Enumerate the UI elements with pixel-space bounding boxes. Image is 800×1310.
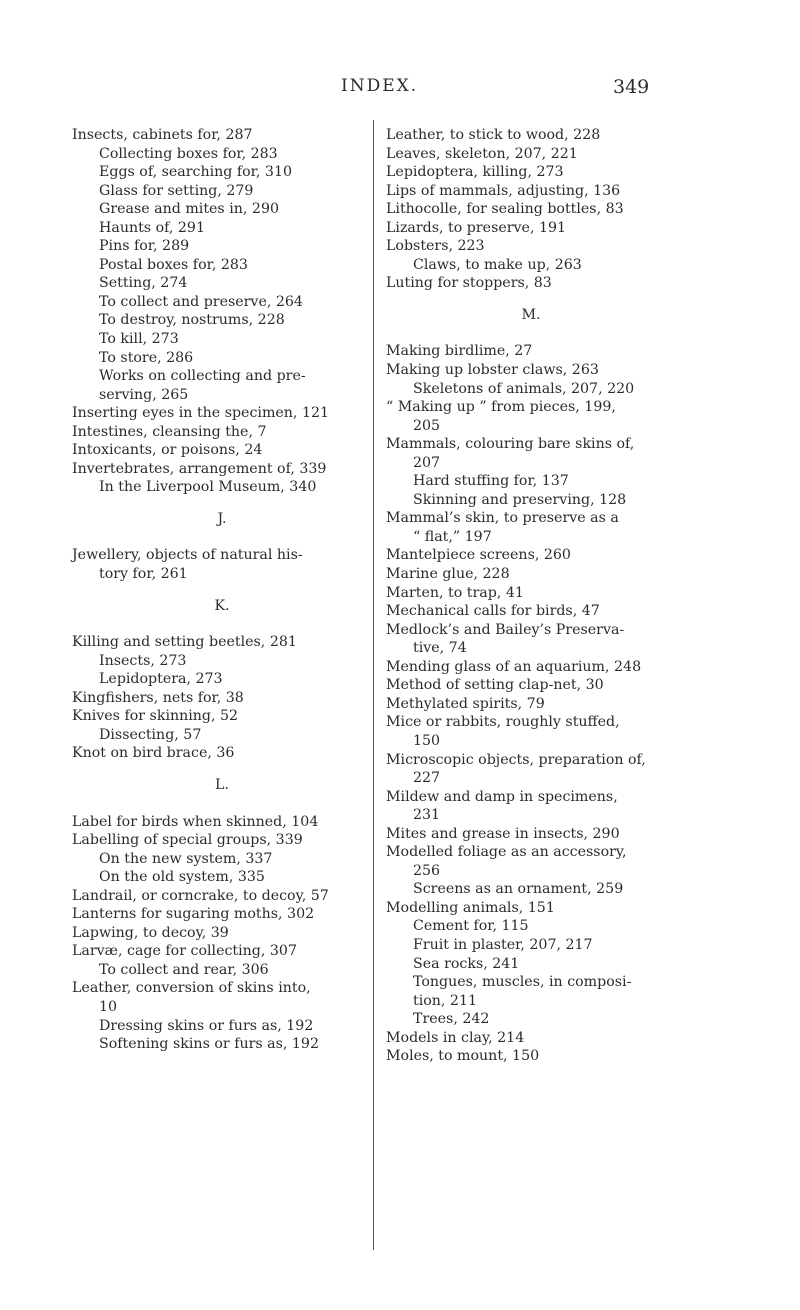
index-entry-continuation: tive, 74 [413,640,467,657]
index-subentry: On the old system, 335 [99,869,265,886]
index-subentry: Grease and mites in, 290 [99,201,279,218]
index-entry: Mantelpiece screens, 260 [386,547,571,564]
index-subentry: Insects, 273 [99,652,187,669]
index-subentry: Lepidoptera, 273 [99,671,223,688]
index-entry: Mammals, colouring bare skins of, [386,436,635,453]
index-subentry: Glass for setting, 279 [99,182,254,199]
index-subentry: Sea rocks, 241 [413,955,520,972]
index-subentry: To destroy, nostrums, 228 [99,312,285,329]
index-entry-continuation: 231 [413,807,441,824]
page-number: 349 [613,76,650,98]
index-subentry: Softening skins or furs as, 192 [99,1036,319,1053]
index-column-left [72,126,372,1054]
index-entry: Modelling animals, 151 [386,899,555,916]
index-entry-continuation: “ flat,” 197 [413,528,492,545]
index-entry: Method of setting clap-net, 30 [386,677,604,694]
index-entry: Lizards, to preserve, 191 [386,219,567,236]
index-entry: Models in clay, 214 [386,1029,525,1046]
index-entry-continuation: 150 [413,732,441,749]
index-subentry: Collecting boxes for, 283 [99,145,278,162]
index-entry: Lanterns for sugaring moths, 302 [72,906,315,923]
index-entry-continuation: 227 [413,770,441,787]
index-entry-continuation: tion, 211 [413,992,478,1009]
index-subentry: To collect and preserve, 264 [99,293,303,310]
index-entry: Lithocolle, for sealing bottles, 83 [386,201,624,218]
index-entry: Mildew and damp in specimens, [386,788,618,805]
index-entry: Modelled foliage as an accessory, [386,844,627,861]
index-entry: Labelling of special groups, 339 [72,832,303,849]
index-entry-continuation: 205 [413,417,441,434]
index-entry: Larvæ, cage for collecting, 307 [72,943,297,960]
index-subentry: Claws, to make up, 263 [413,256,582,273]
index-entry: Making birdlime, 27 [386,343,533,360]
index-entry: Killing and setting beetles, 281 [72,634,297,651]
index-entry: Landrail, or corncrake, to decoy, 57 [72,887,329,904]
running-title: INDEX. [341,76,419,96]
index-subentry: Tongues, muscles, in composi- [413,974,632,991]
index-entry: Intestines, cleansing the, 7 [72,423,267,440]
index-entry-continuation: tory for, 261 [99,566,188,583]
index-subentry: Hard stuffing for, 137 [413,473,569,490]
index-entry: Mites and grease in insects, 290 [386,825,620,842]
section-letter: K. [214,597,230,614]
index-entry: Label for birds when skinned, 104 [72,813,319,830]
index-entry: Mammal’s skin, to preserve as a [386,510,619,527]
index-entry: Methylated spirits, 79 [386,695,545,712]
index-subentry: Fruit in plaster, 207, 217 [413,936,593,953]
index-entry: Mice or rabbits, roughly stuffed, [386,714,620,731]
index-subentry: Screens as an ornament, 259 [413,881,624,898]
index-subentry: Skinning and preserving, 128 [413,491,627,508]
index-entry: Marine glue, 228 [386,566,510,583]
index-subentry: Postal boxes for, 283 [99,256,248,273]
index-subentry: Dissecting, 57 [99,726,202,743]
page-header [0,76,800,106]
index-entry: Marten, to trap, 41 [386,584,524,601]
index-entry: Knot on bird brace, 36 [72,745,235,762]
column-divider [373,120,374,1250]
index-column-right [386,126,676,1066]
index-entry: Jewellery, objects of natural his- [72,547,303,564]
index-subentry: On the new system, 337 [99,850,273,867]
section-letter: L. [215,776,229,793]
index-entry-continuation: 10 [99,998,118,1015]
index-entry: Moles, to mount, 150 [386,1048,540,1065]
index-entry: Leather, conversion of skins into, [72,980,311,997]
index-subentry: In the Liverpool Museum, 340 [99,479,317,496]
index-subentry: Works on collecting and pre- [99,368,306,385]
index-entry: Leaves, skeleton, 207, 221 [386,145,578,162]
index-entry: Insects, cabinets for, 287 [72,127,253,143]
index-entry: Making up lobster claws, 263 [386,362,599,379]
index-entry: Mending glass of an aquarium, 248 [386,658,642,675]
index-entry: Medlock’s and Bailey’s Preserva- [386,621,625,638]
index-entry: Invertebrates, arrangement of, 339 [72,460,327,477]
index-subentry: To kill, 273 [99,331,179,348]
index-entry: Mechanical calls for birds, 47 [386,603,600,620]
index-subentry: Eggs of, searching for, 310 [99,164,292,181]
index-entry: Lips of mammals, adjusting, 136 [386,182,621,199]
section-letter: J. [217,510,227,527]
index-subentry: Trees, 242 [413,1011,490,1028]
index-subentry: Pins for, 289 [99,238,190,255]
section-letter: M. [521,306,541,323]
index-entry-continuation: 256 [413,862,441,879]
index-entry: Luting for stoppers, 83 [386,275,552,292]
index-entry: “ Making up ” from pieces, 199, [386,399,616,416]
index-entry: Intoxicants, or poisons, 24 [72,442,263,459]
index-subentry: To collect and rear, 306 [99,961,269,978]
index-subentry: Dressing skins or furs as, 192 [99,1017,314,1034]
index-subentry: Cement for, 115 [413,918,529,935]
index-entry: Leather, to stick to wood, 228 [386,127,601,143]
index-subentry: To store, 286 [99,349,194,366]
index-subentry: Haunts of, 291 [99,219,205,236]
index-entry: Lapwing, to decoy, 39 [72,924,229,941]
index-entry: Knives for skinning, 52 [72,708,239,725]
index-subentry: Skeletons of animals, 207, 220 [413,380,635,397]
index-entry-continuation: 207 [413,454,441,471]
index-entry: Inserting eyes in the specimen, 121 [72,405,330,422]
index-entry: Microscopic objects, preparation of, [386,751,646,768]
index-subentry: Setting, 274 [99,275,188,292]
index-entry: Lepidoptera, killing, 273 [386,164,564,181]
index-entry: Lobsters, 223 [386,238,485,255]
index-entry-continuation: serving, 265 [99,386,189,403]
index-entry: Kingfishers, nets for, 38 [72,689,244,706]
